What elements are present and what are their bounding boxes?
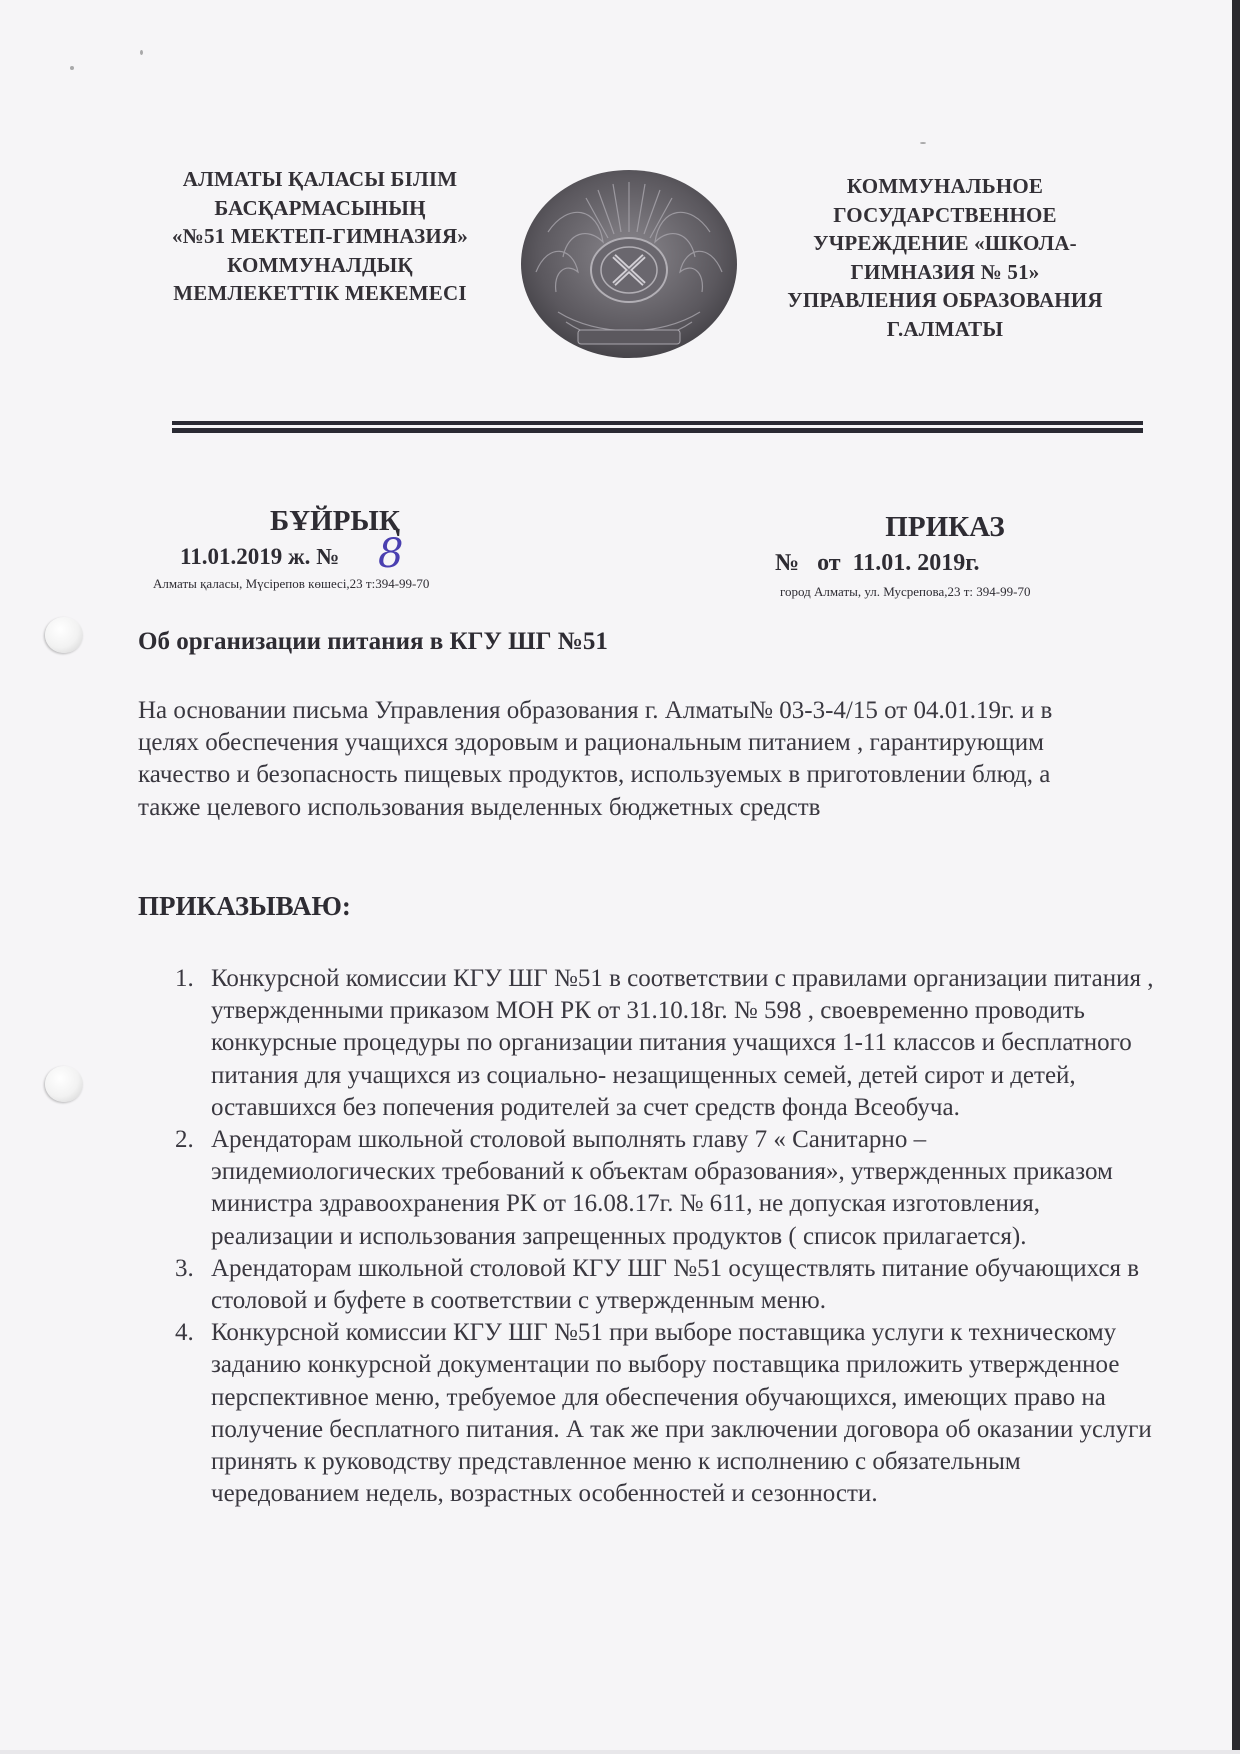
document-title: Об организации питания в КГУ ШГ №51 <box>138 628 608 655</box>
item-number: 4. <box>175 1319 194 1347</box>
header-line: УЧРЕЖДЕНИЕ «ШКОЛА- <box>813 231 1077 255</box>
order-address-kz: Алматы қаласы, Мүсірепов көшесі,23 т:394-99-70 <box>153 576 430 591</box>
order-title-kz: БҰЙРЫҚ <box>270 505 400 537</box>
item-number: 3. <box>175 1254 194 1282</box>
header-line: АЛМАТЫ ҚАЛАСЫ БІЛІМ <box>182 167 458 191</box>
scan-speck <box>140 50 143 55</box>
header-line: «№51 МЕКТЕП-ГИМНАЗИЯ» <box>171 224 469 248</box>
order-address-ru: город Алматы, ул. Мусрепова,23 т: 394-99-70 <box>780 584 1031 599</box>
header-line: БАСҚАРМАСЫНЫҢ <box>214 195 426 220</box>
order-item <box>175 963 1155 1124</box>
state-emblem-icon <box>518 162 740 362</box>
order-item <box>175 1317 1155 1510</box>
header-line: ГОСУДАРСТВЕННОЕ <box>833 202 1057 227</box>
handwritten-order-number: 8 <box>378 531 404 577</box>
header-right-ru <box>755 172 1135 343</box>
order-item <box>175 1124 1155 1253</box>
scan-speck <box>70 66 74 70</box>
header-line: УПРАВЛЕНИЯ ОБРАЗОВАНИЯ <box>787 288 1103 312</box>
header-line: Г.АЛМАТЫ <box>886 316 1004 341</box>
item-text: Конкурсной комиссии КГУ ШГ №51 в соответствии с правилами организации питания , утвержденными приказом МОН РК от 31.10.18г. № 598 , своевременно проводить конкурсные процедуры по организации питания учащихся 1-11 классов и бесплатного питания для учащихся из социально- незащищенных семей, детей сирот и детей, оставшихся без попечения родителей за счет средств фонда Всеобуча. <box>211 965 1154 1121</box>
header-line: ГИМНАЗИЯ № 51» <box>850 259 1040 284</box>
header-divider <box>172 428 1143 433</box>
header-line: КОММУНАЛДЫҚ <box>227 252 413 277</box>
order-item <box>175 1253 1155 1317</box>
item-text: Конкурсной комиссии КГУ ШГ №51 при выборе поставщика услуги к техническому заданию конкурсной документации по выбору поставщика приложить утвержденное перспективное меню, требуемое для обеспечения обучающихся, имеющих право на получение бесплатного питания. А так же при заключении договора об оказании услуги принять к руководству представленное меню к исполнению с обязательным чередованием недель, возрастных особенностей и сезонности. <box>211 1319 1152 1508</box>
order-date-ru: № от 11.01. 2019г. <box>775 550 980 576</box>
scan-edge-bottom <box>0 1750 1240 1754</box>
header-line: КОММУНАЛЬНОЕ <box>846 174 1044 198</box>
scan-speck <box>920 142 926 144</box>
scan-edge <box>1232 0 1240 1754</box>
item-text: Арендаторам школьной столовой выполнять главу 7 « Санитарно – эпидемиологических требований к объектам образования», утвержденных приказом министра здравоохранения РК от 16.08.17г. № 611, не допуская изготовления, реализации и использования запрещенных продуктов ( список прилагается). <box>211 1126 1113 1250</box>
intro-paragraph: На основании письма Управления образования г. Алматы№ 03-3-4/15 от 04.01.19г. и в целях обеспечения учащихся здоровым и рациональным питанием , гарантирующим качество и безопасность пищевых продуктов, используемых в приготовлении блюд, а также целевого использования выделенных бюджетных средств <box>138 697 1053 821</box>
order-items-list <box>175 963 1155 1510</box>
punch-hole <box>45 1066 83 1102</box>
header-left-kz <box>150 165 490 308</box>
item-text: Арендаторам школьной столовой КГУ ШГ №51 осуществлять питание обучающихся в столовой и буфете в соответствии с утвержденным меню. <box>211 1254 1140 1315</box>
order-date-kz: 11.01.2019 ж. № <box>180 544 340 569</box>
header-line: МЕМЛЕКЕТТІК МЕКЕМЕСІ <box>173 281 467 305</box>
item-number: 2. <box>175 1126 194 1154</box>
punch-hole <box>45 617 83 653</box>
header-divider <box>172 421 1143 425</box>
item-number: 1. <box>175 965 194 992</box>
order-title-ru: ПРИКАЗ <box>885 511 1005 543</box>
orders-label: ПРИКАЗЫВАЮ: <box>138 891 351 921</box>
